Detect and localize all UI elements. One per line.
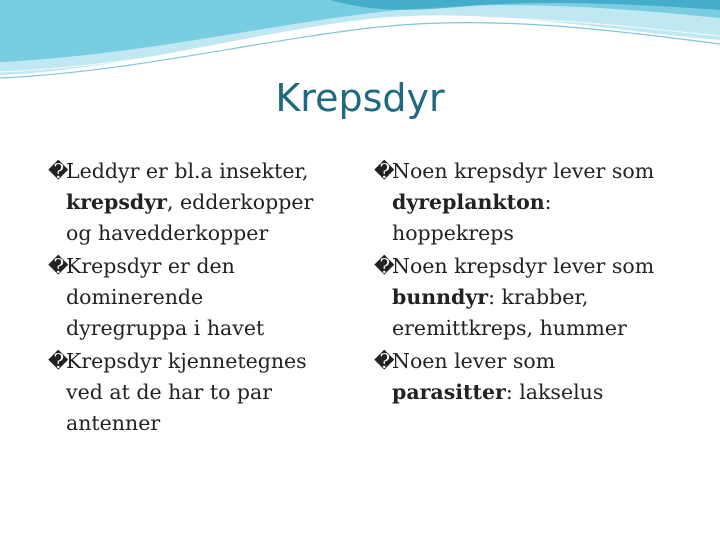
- bold-term: krepsdyr: [66, 190, 167, 214]
- bold-term: bunndyr: [392, 285, 489, 309]
- bullet-text: : krabber,: [488, 285, 589, 309]
- bullet-text: Noen krepsdyr lever som: [392, 254, 655, 278]
- bullet-text: og havedderkopper: [66, 221, 269, 245]
- bullet-text-line: [392, 282, 694, 313]
- bullet-text: hoppekreps: [392, 221, 514, 245]
- bullet-text: dominerende: [66, 285, 204, 309]
- bullet-text: : lakselus: [505, 380, 604, 404]
- bullet-text: Noen krepsdyr lever som: [392, 159, 655, 183]
- left-column: [48, 156, 348, 441]
- bullet-text: Krepsdyr kjennetegnes: [66, 349, 307, 373]
- bullet-text: , edderkopper: [166, 190, 314, 214]
- bullet-text: Leddyr er bl.a insekter,: [66, 159, 309, 183]
- bullet-text-line: [66, 187, 348, 218]
- bullet-text: Krepsdyr er den: [66, 254, 235, 278]
- bullet-item-leddyr: [48, 156, 348, 249]
- bold-term: parasitter: [392, 380, 506, 404]
- bullet-text-line: [392, 187, 694, 218]
- bullet-glyph: �: [48, 349, 69, 373]
- bullet-text: eremittkreps, hummer: [392, 316, 627, 340]
- bullet-item-parasitter: [374, 346, 694, 408]
- bullet-text: Noen lever som: [392, 349, 556, 373]
- bullet-item-dyreplankton: [374, 156, 694, 249]
- right-column: [374, 156, 694, 410]
- bullet-item-kjennetegnes: [48, 346, 348, 439]
- bullet-text: dyregruppa i havet: [66, 316, 265, 340]
- bullet-glyph: �: [374, 349, 395, 373]
- bullet-text-line: [392, 377, 694, 408]
- slide-title: Krepsdyr: [275, 76, 445, 120]
- bullet-glyph: �: [48, 159, 69, 183]
- bold-term: dyreplankton: [392, 190, 545, 214]
- bullet-item-dominerende: [48, 251, 348, 344]
- bullet-glyph: �: [374, 159, 395, 183]
- bullet-text: :: [544, 190, 552, 214]
- bullet-glyph: �: [374, 254, 395, 278]
- bullet-text: ved at de har to par: [66, 380, 273, 404]
- bullet-item-bunndyr: [374, 251, 694, 344]
- bullet-glyph: �: [48, 254, 69, 278]
- bullet-text: antenner: [66, 411, 161, 435]
